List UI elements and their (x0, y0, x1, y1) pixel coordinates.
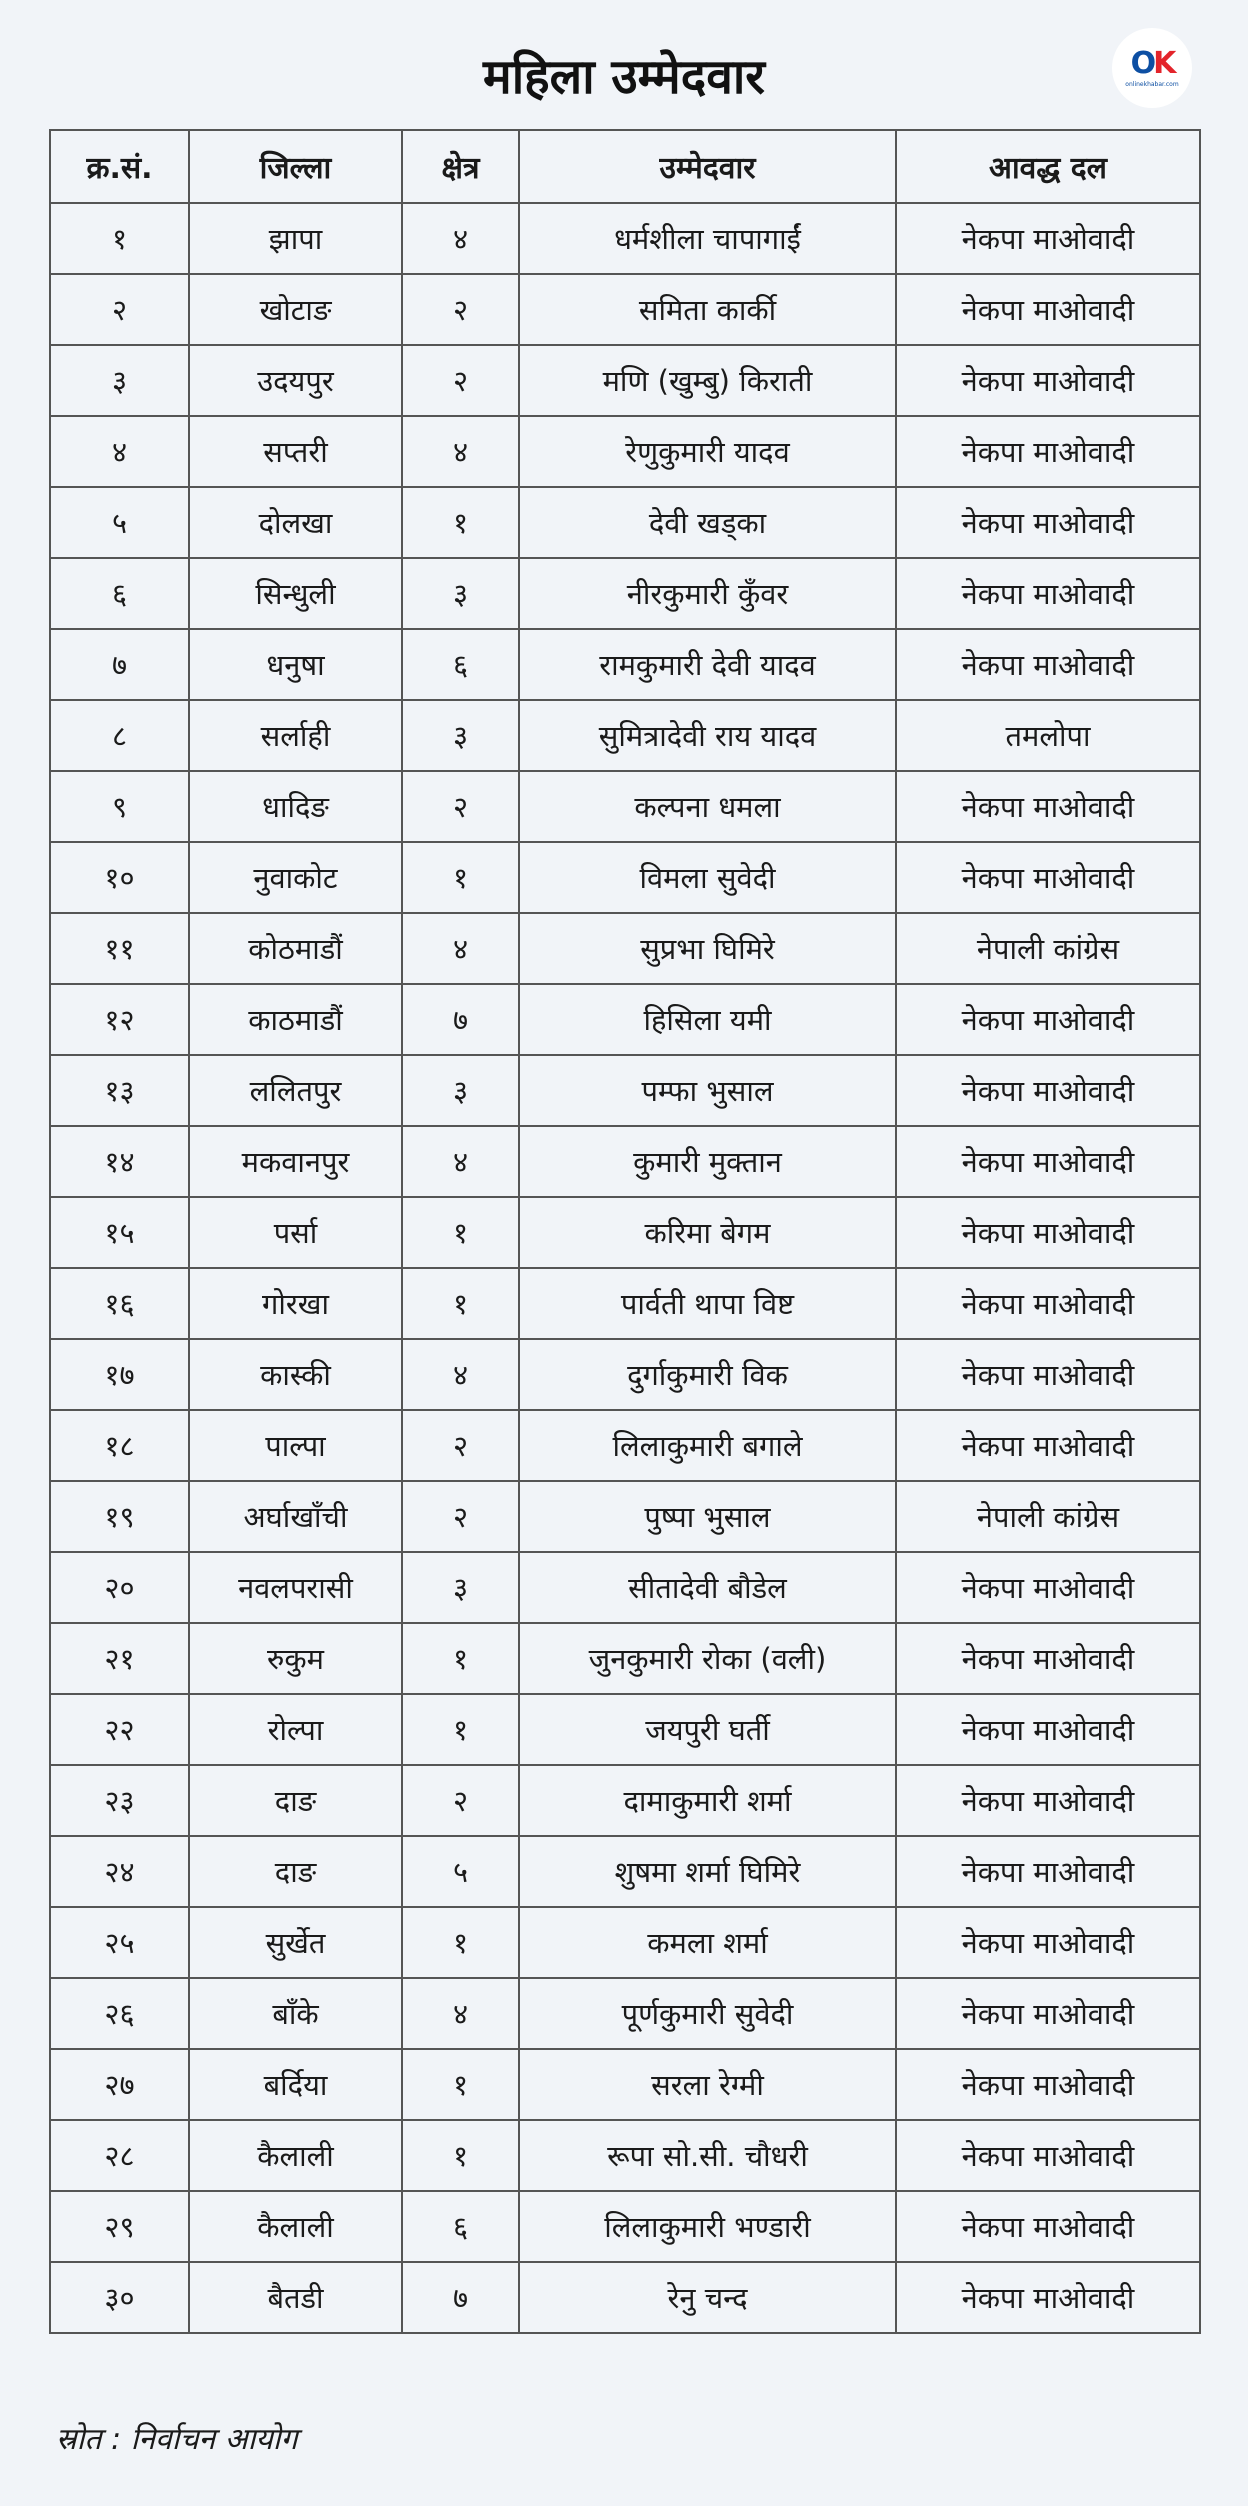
cell-party: नेकपा माओवादी (896, 416, 1200, 487)
cell-serial: १८ (50, 1410, 189, 1481)
logo-mark (1130, 45, 1174, 81)
cell-constituency: ४ (402, 203, 519, 274)
table-header-row (50, 130, 1200, 203)
cell-party: नेकपा माओवादी (896, 1197, 1200, 1268)
cell-constituency: ७ (402, 2262, 519, 2333)
cell-district: कास्की (189, 1339, 402, 1410)
cell-constituency: ३ (402, 1552, 519, 1623)
cell-serial: १० (50, 842, 189, 913)
cell-candidate: धर्मशीला चापागाईं (519, 203, 896, 274)
page-title: महिला उम्मेदवार (483, 49, 765, 105)
cell-constituency: १ (402, 842, 519, 913)
cell-district: दोलखा (189, 487, 402, 558)
cell-candidate: सीतादेवी बौडेल (519, 1552, 896, 1623)
cell-serial: ९ (50, 771, 189, 842)
table-row (50, 2120, 1200, 2191)
table-row (50, 2262, 1200, 2333)
cell-candidate: पुष्पा भुसाल (519, 1481, 896, 1552)
cell-party: नेपाली कांग्रेस (896, 1481, 1200, 1552)
table-row (50, 274, 1200, 345)
cell-candidate: लिलाकुमारी बगाले (519, 1410, 896, 1481)
cell-district: सुर्खेत (189, 1907, 402, 1978)
cell-constituency: ४ (402, 913, 519, 984)
cell-district: मकवानपुर (189, 1126, 402, 1197)
cell-serial: ५ (50, 487, 189, 558)
cell-constituency: १ (402, 1197, 519, 1268)
table-row (50, 1055, 1200, 1126)
cell-serial: ६ (50, 558, 189, 629)
cell-serial: ७ (50, 629, 189, 700)
table-row (50, 1410, 1200, 1481)
cell-constituency: ५ (402, 1836, 519, 1907)
header-party: आवद्ध दल (896, 130, 1200, 203)
table-row (50, 1268, 1200, 1339)
cell-constituency: ३ (402, 700, 519, 771)
cell-district: सप्तरी (189, 416, 402, 487)
cell-candidate: विमला सुवेदी (519, 842, 896, 913)
cell-constituency: ४ (402, 416, 519, 487)
table-row (50, 2049, 1200, 2120)
candidates-table (49, 129, 1201, 2334)
cell-district: धादिङ (189, 771, 402, 842)
cell-district: बर्दिया (189, 2049, 402, 2120)
cell-candidate: कमला शर्मा (519, 1907, 896, 1978)
table-row (50, 416, 1200, 487)
cell-constituency: १ (402, 1694, 519, 1765)
logo-letter-o: O (1130, 45, 1154, 81)
cell-constituency: २ (402, 345, 519, 416)
table-row (50, 2191, 1200, 2262)
cell-district: कैलाली (189, 2120, 402, 2191)
cell-party: नेकपा माओवादी (896, 345, 1200, 416)
table-row (50, 558, 1200, 629)
cell-district: रुकुम (189, 1623, 402, 1694)
cell-candidate: सुमित्रादेवी राय यादव (519, 700, 896, 771)
table-row (50, 1126, 1200, 1197)
cell-district: खोटाङ (189, 274, 402, 345)
table-row (50, 1836, 1200, 1907)
cell-constituency: ६ (402, 629, 519, 700)
table-row (50, 1907, 1200, 1978)
cell-constituency: १ (402, 2049, 519, 2120)
cell-candidate: देवी खड्का (519, 487, 896, 558)
cell-candidate: शुषमा शर्मा घिमिरे (519, 1836, 896, 1907)
cell-district: पाल्पा (189, 1410, 402, 1481)
cell-party: नेकपा माओवादी (896, 1978, 1200, 2049)
cell-district: दाङ (189, 1836, 402, 1907)
cell-serial: २७ (50, 2049, 189, 2120)
cell-party: नेकपा माओवादी (896, 274, 1200, 345)
cell-candidate: पम्फा भुसाल (519, 1055, 896, 1126)
cell-district: ललितपुर (189, 1055, 402, 1126)
cell-serial: १३ (50, 1055, 189, 1126)
cell-serial: १९ (50, 1481, 189, 1552)
cell-party: नेकपा माओवादी (896, 1126, 1200, 1197)
cell-candidate: रेनु चन्द (519, 2262, 896, 2333)
cell-serial: ३ (50, 345, 189, 416)
cell-district: उदयपुर (189, 345, 402, 416)
cell-constituency: ६ (402, 2191, 519, 2262)
table-row (50, 1623, 1200, 1694)
cell-party: नेकपा माओवादी (896, 1552, 1200, 1623)
cell-serial: ८ (50, 700, 189, 771)
table-row (50, 1339, 1200, 1410)
table-row (50, 203, 1200, 274)
cell-party: नेकपा माओवादी (896, 1765, 1200, 1836)
cell-constituency: ७ (402, 984, 519, 1055)
cell-district: कोठमाडौं (189, 913, 402, 984)
cell-serial: १२ (50, 984, 189, 1055)
logo-letter-k: K (1153, 45, 1174, 81)
cell-serial: २२ (50, 1694, 189, 1765)
cell-candidate: करिमा बेगम (519, 1197, 896, 1268)
cell-serial: २० (50, 1552, 189, 1623)
table-row (50, 1765, 1200, 1836)
cell-party: नेकपा माओवादी (896, 487, 1200, 558)
cell-constituency: २ (402, 1765, 519, 1836)
table-row (50, 1978, 1200, 2049)
cell-district: सर्लाही (189, 700, 402, 771)
cell-district: रोल्पा (189, 1694, 402, 1765)
source-note: स्रोत : निर्वाचन आयोग (56, 2422, 298, 2457)
cell-party: नेकपा माओवादी (896, 1339, 1200, 1410)
table-row (50, 913, 1200, 984)
cell-party: नेकपा माओवादी (896, 1268, 1200, 1339)
cell-candidate: पार्वती थापा विष्ट (519, 1268, 896, 1339)
cell-district: काठमाडौं (189, 984, 402, 1055)
cell-party: नेकपा माओवादी (896, 629, 1200, 700)
cell-serial: ३० (50, 2262, 189, 2333)
onlinekhabar-logo (1112, 28, 1192, 108)
cell-constituency: ४ (402, 1339, 519, 1410)
cell-candidate: सरला रेग्मी (519, 2049, 896, 2120)
cell-district: बाँके (189, 1978, 402, 2049)
cell-candidate: रूपा सो.सी. चौधरी (519, 2120, 896, 2191)
cell-party: नेकपा माओवादी (896, 1623, 1200, 1694)
cell-constituency: २ (402, 1410, 519, 1481)
cell-serial: २५ (50, 1907, 189, 1978)
cell-party: नेकपा माओवादी (896, 984, 1200, 1055)
cell-constituency: २ (402, 1481, 519, 1552)
cell-district: सिन्धुली (189, 558, 402, 629)
cell-constituency: २ (402, 771, 519, 842)
cell-party: नेकपा माओवादी (896, 203, 1200, 274)
cell-party: नेपाली कांग्रेस (896, 913, 1200, 984)
cell-constituency: १ (402, 1268, 519, 1339)
cell-party: नेकपा माओवादी (896, 842, 1200, 913)
cell-district: कैलाली (189, 2191, 402, 2262)
cell-party: नेकपा माओवादी (896, 1055, 1200, 1126)
cell-candidate: जुनकुमारी रोका (वली) (519, 1623, 896, 1694)
cell-serial: २१ (50, 1623, 189, 1694)
cell-serial: ४ (50, 416, 189, 487)
cell-constituency: १ (402, 1623, 519, 1694)
table-row (50, 984, 1200, 1055)
cell-serial: १७ (50, 1339, 189, 1410)
table-row (50, 1552, 1200, 1623)
cell-candidate: मणि (खुम्बु) किराती (519, 345, 896, 416)
cell-candidate: हिसिला यमी (519, 984, 896, 1055)
cell-constituency: ३ (402, 1055, 519, 1126)
table-row (50, 842, 1200, 913)
header-candidate: उम्मेदवार (519, 130, 896, 203)
cell-candidate: लिलाकुमारी भण्डारी (519, 2191, 896, 2262)
cell-candidate: रामकुमारी देवी यादव (519, 629, 896, 700)
cell-district: बैतडी (189, 2262, 402, 2333)
cell-candidate: कल्पना धमला (519, 771, 896, 842)
cell-serial: ११ (50, 913, 189, 984)
cell-district: दाङ (189, 1765, 402, 1836)
cell-party: नेकपा माओवादी (896, 1694, 1200, 1765)
table-row (50, 1694, 1200, 1765)
table-row (50, 345, 1200, 416)
cell-candidate: रेणुकुमारी यादव (519, 416, 896, 487)
table-row (50, 487, 1200, 558)
cell-serial: २३ (50, 1765, 189, 1836)
header-district: जिल्ला (189, 130, 402, 203)
table-row (50, 1481, 1200, 1552)
cell-candidate: समिता कार्की (519, 274, 896, 345)
cell-party: तमलोपा (896, 700, 1200, 771)
cell-candidate: कुमारी मुक्तान (519, 1126, 896, 1197)
cell-serial: २८ (50, 2120, 189, 2191)
cell-district: धनुषा (189, 629, 402, 700)
cell-constituency: १ (402, 1907, 519, 1978)
cell-candidate: जयपुरी घर्ती (519, 1694, 896, 1765)
table-row (50, 629, 1200, 700)
cell-constituency: १ (402, 2120, 519, 2191)
cell-constituency: २ (402, 274, 519, 345)
table-row (50, 771, 1200, 842)
cell-party: नेकपा माओवादी (896, 2262, 1200, 2333)
cell-serial: २९ (50, 2191, 189, 2262)
cell-candidate: सुप्रभा घिमिरे (519, 913, 896, 984)
cell-party: नेकपा माओवादी (896, 2120, 1200, 2191)
cell-district: गोरखा (189, 1268, 402, 1339)
cell-district: झापा (189, 203, 402, 274)
cell-serial: २४ (50, 1836, 189, 1907)
cell-serial: २६ (50, 1978, 189, 2049)
cell-party: नेकपा माओवादी (896, 558, 1200, 629)
cell-serial: १ (50, 203, 189, 274)
cell-party: नेकपा माओवादी (896, 2049, 1200, 2120)
cell-candidate: दामाकुमारी शर्मा (519, 1765, 896, 1836)
cell-district: पर्सा (189, 1197, 402, 1268)
cell-serial: १६ (50, 1268, 189, 1339)
cell-candidate: पूर्णकुमारी सुवेदी (519, 1978, 896, 2049)
cell-serial: २ (50, 274, 189, 345)
cell-district: नुवाकोट (189, 842, 402, 913)
cell-candidate: नीरकुमारी कुँवर (519, 558, 896, 629)
cell-party: नेकपा माओवादी (896, 1907, 1200, 1978)
cell-party: नेकपा माओवादी (896, 1410, 1200, 1481)
header-constituency: क्षेत्र (402, 130, 519, 203)
cell-district: अर्घाखाँची (189, 1481, 402, 1552)
logo-subtitle: onlinekhabar.com (1125, 80, 1179, 88)
cell-constituency: ४ (402, 1126, 519, 1197)
cell-constituency: १ (402, 487, 519, 558)
cell-party: नेकपा माओवादी (896, 771, 1200, 842)
table-row (50, 700, 1200, 771)
cell-district: नवलपरासी (189, 1552, 402, 1623)
cell-party: नेकपा माओवादी (896, 1836, 1200, 1907)
cell-serial: १५ (50, 1197, 189, 1268)
cell-constituency: ४ (402, 1978, 519, 2049)
cell-party: नेकपा माओवादी (896, 2191, 1200, 2262)
cell-candidate: दुर्गाकुमारी विक (519, 1339, 896, 1410)
cell-serial: १४ (50, 1126, 189, 1197)
table-body (50, 203, 1200, 2333)
table-row (50, 1197, 1200, 1268)
header-serial: क्र.सं. (50, 130, 189, 203)
cell-constituency: ३ (402, 558, 519, 629)
